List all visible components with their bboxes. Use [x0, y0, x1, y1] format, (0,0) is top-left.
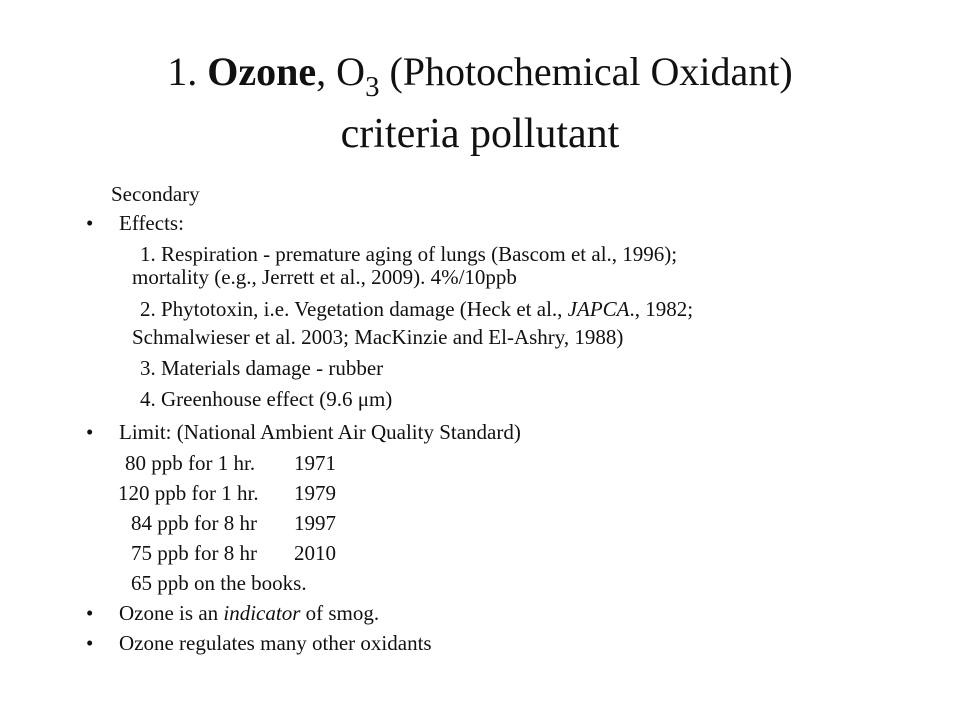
mu-symbol: μ	[357, 387, 369, 411]
effect-item-4-text-a: 4. Greenhouse effect (9.6	[140, 387, 358, 411]
effect-item-3: 3. Materials damage - rubber	[140, 356, 384, 380]
bullet-icon: •	[86, 631, 94, 655]
limit-standard: 80 ppb for 1 hr.	[125, 451, 256, 475]
limit-on-the-books: 65 ppb on the books.	[131, 571, 307, 595]
bullet-icon: •	[86, 211, 94, 235]
effect-item-4-text-b: m)	[368, 387, 393, 411]
limit-standard: 120 ppb for 1 hr.	[118, 481, 259, 505]
bullet-icon: •	[86, 420, 94, 444]
effect-item-2-line-2: Schmalwieser et al. 2003; MacKinzie and El-Ashry, 1988)	[132, 325, 624, 349]
effect-item-2-journal: JAPCA	[567, 297, 630, 321]
bullet-icon: •	[86, 601, 94, 625]
slide-title	[0, 48, 960, 103]
limit-heading: Limit: (National Ambient Air Quality Standard)	[119, 420, 521, 444]
secondary-label: Secondary	[111, 182, 200, 206]
limit-standard: 75 ppb for 8 hr	[131, 541, 257, 565]
effect-item-2-text-a: 2. Phytotoxin, i.e. Vegetation damage (Heck et al.,	[140, 297, 568, 321]
effects-heading: Effects:	[119, 211, 184, 235]
limit-year: 1971	[294, 451, 336, 475]
effect-item-1-line-2: mortality (e.g., Jerrett et al., 2009). 4%/10ppb	[132, 265, 517, 289]
limit-year: 1979	[294, 481, 336, 505]
effect-item-1-line-1: 1. Respiration - premature aging of lungs (Bascom et al., 1996);	[140, 242, 678, 266]
title-subscript: 3	[365, 70, 380, 103]
title-comma-o: , O	[316, 49, 366, 94]
title-suffix: (Photochemical Oxidant)	[379, 49, 793, 94]
indicator-line	[119, 601, 379, 625]
limit-year: 2010	[294, 541, 336, 565]
indicator-word: indicator	[223, 601, 301, 625]
limit-standard: 84 ppb for 8 hr	[131, 511, 257, 535]
limit-year: 1997	[294, 511, 336, 535]
indicator-text-post: of smog.	[300, 601, 380, 625]
effect-item-2-line-1	[140, 297, 693, 321]
regulates-line: Ozone regulates many other oxidants	[119, 631, 432, 655]
effect-item-2-text-b: ., 1982;	[629, 297, 694, 321]
indicator-text-pre: Ozone is an	[119, 601, 224, 625]
title-ozone-word: Ozone	[207, 49, 317, 94]
slide-subtitle: criteria pollutant	[340, 111, 620, 157]
effect-item-4	[140, 387, 392, 411]
title-prefix: 1.	[167, 49, 208, 94]
